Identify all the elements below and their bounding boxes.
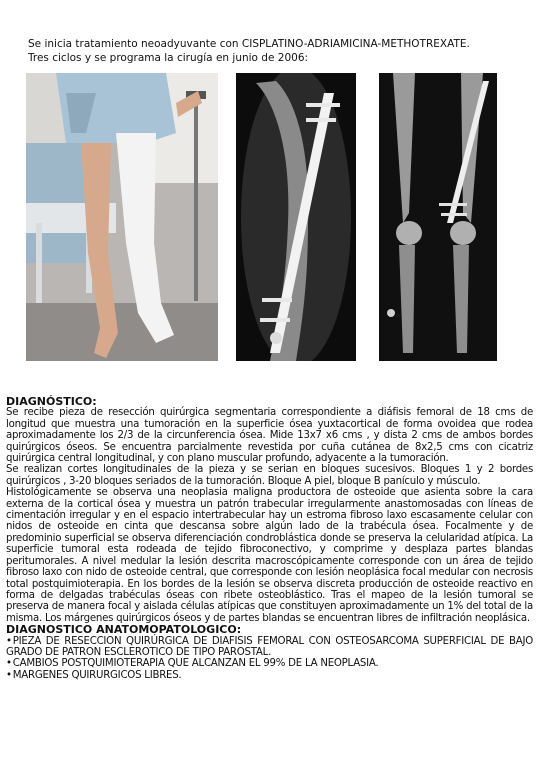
pathology-bullet	[6, 658, 533, 669]
diagnosis-paragraph-2: Se realizan cortes longitudinales de la pieza y se serian en bloques sucesivos. Bloques 1 y 2 bordes quirúrgicos , 3-20 bloques seriados de la tumoración. Bloque A piel, bloque B panículo y músculo.	[6, 464, 533, 487]
intro-line-2: Tres ciclos y se programa la cirugía en junio de 2006:	[28, 52, 309, 64]
patient-standing-photo	[26, 73, 218, 361]
pathology-bullet	[6, 636, 533, 659]
diagnosis-paragraph-3: Histológicamente se observa una neoplasia maligna productora de osteoide que asienta sobre la cara externa de la cortical ósea y muestra un patrón trabecular irregularmente anastomosadas con líneas de cimentación irregular y en el espacio intertrabecular hay un estroma fibroso laxo escasamente celular con nidos de osteoide en cinta que descansa sobre algún lado de la trabécula ósea. Focalmente y de predominio superficial se observa diferenciación condroblástica donde se preserva la celularidad atípica. La superficie tumoral esta rodeada de tejido fibroconectivo, y comprime y desplaza partes blandas peritumorales. A nivel medular la lesión descrita macroscópicamente corresponde con un área de tejido fibroso laxo con nido de osteoide central, que corresponde con lesión neoplásica focal medular con necrosis total postquimioterapia. En los bordes de la lesión se observa discreta producción de osteoide reactivo en forma de delgadas trabéculas óseas con ribete osteoblástico. Tras el mapeo de la lesión tumoral se preserva de manera focal y aislada células atípicas que constituyen aproximadamente un 1% del total de la misma. Los márgenes quirúrgicos óseos y de partes blandas se encuentran libres de infiltración neoplásica.	[6, 487, 533, 624]
bullet-mark: •	[6, 669, 12, 681]
intro-text	[28, 37, 470, 65]
bullet-mark: •	[6, 658, 12, 670]
pathology-bullet-text: PIEZA DE RESECCION QUIRÚRGICA DE DIAFISIS FEMORAL CON OSTEOSARCOMA SUPERFICIAL DE BAJO GRADO DE PATRON ESCLEROTICO DE TIPO PAROSTAL.	[6, 635, 533, 658]
diagnosis-heading: DIAGNÓSTICO:	[6, 395, 97, 408]
intro-line-1: Se inicia tratamiento neoadyuvante con CISPLATINO-ADRIAMICINA-METHOTREXATE.	[28, 38, 470, 50]
bullet-mark: •	[6, 635, 12, 647]
pathology-bullet-text: CAMBIOS POSTQUIMIOTERAPIA QUE ALCANZAN EL 99% DE LA NEOPLASIA.	[12, 658, 379, 670]
pathology-bullet	[6, 670, 533, 681]
femur-xray-lateral	[236, 73, 356, 361]
diagnosis-section	[6, 396, 533, 681]
legs-xray-full	[379, 73, 497, 361]
diagnosis-paragraph-1: Se recibe pieza de resección quirúrgica segmentaria correspondiente a diáfisis femoral de 18 cms de longitud que muestra una tumoración en la superficie ósea yuxtacortical de forma ovoidea que rodea aproximadamente los 2/3 de la circunferencia ósea. Mide 13x7 x6 cms , y dista 2 cms de ambos bordes quirúrgicos óseos. Se encuentra parcialmente revestida por cuña cutánea de 8x2,5 cms con cicatriz quirúrgica central longitudinal, y con plano muscular profundo, adyacente a la tumoración.	[6, 407, 533, 465]
pathology-bullet-text: MARGENES QUIRURGICOS LIBRES.	[12, 669, 182, 681]
pathology-heading: DIAGNOSTICO ANATOMOPATOLOGICO:	[6, 623, 242, 637]
